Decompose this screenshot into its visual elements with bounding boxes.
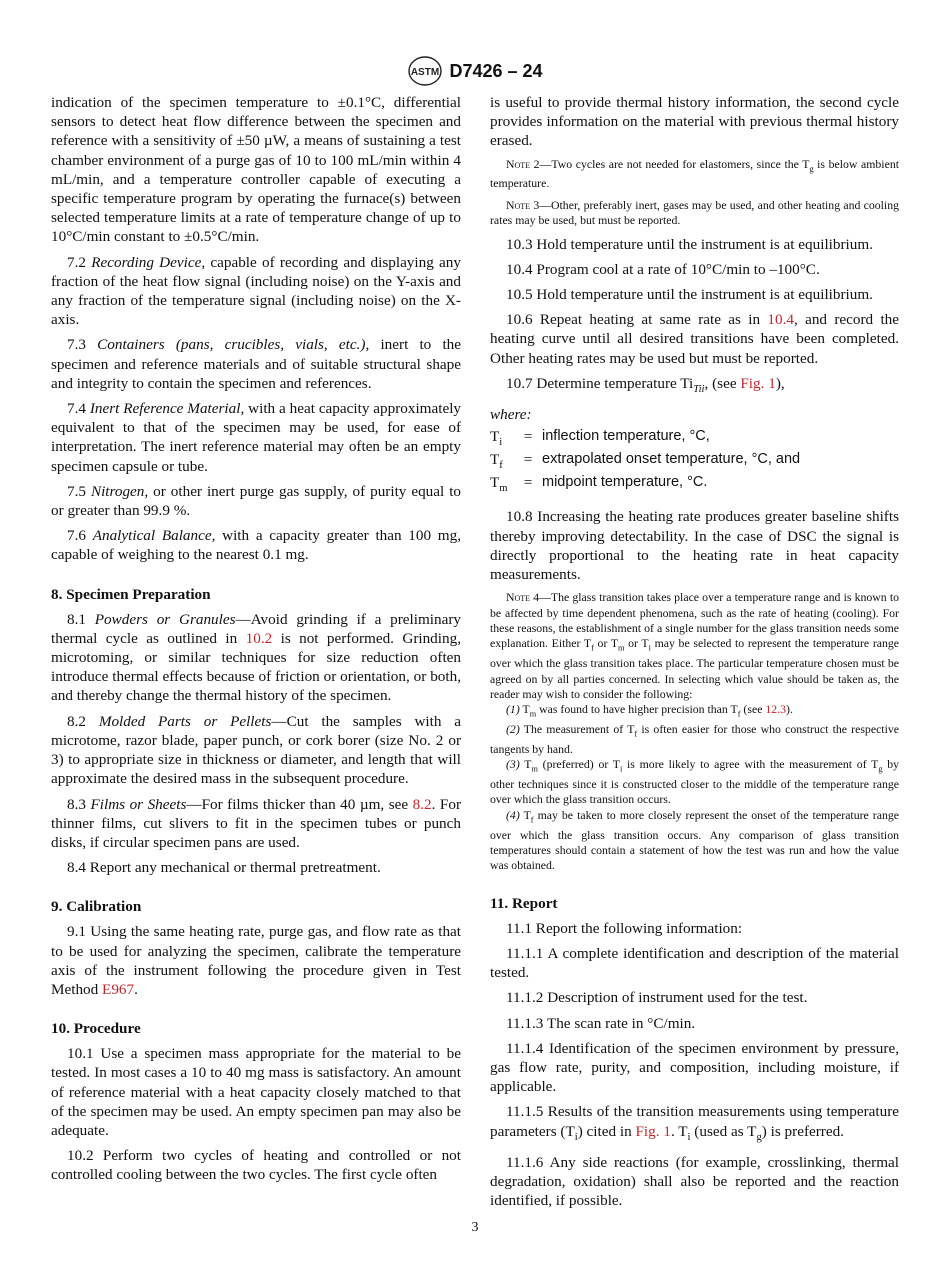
note-4-item-1: (1) $T_m$ was found to have higher precision than $T_f$ (see 12.3). <box>506 702 793 719</box>
paragraph-7-2: 7.2 Recording Device, capable of recording and displaying any fraction of the heat flow signal (including noise) on the Y-axis and any fraction of the temperature signal (including noise) on the X-axis. <box>51 253 461 329</box>
note-2: Note 2—Two cycles are not needed for elastomers, since the $T_g$ is below ambient temperature. <box>490 156 899 191</box>
paragraph-11-1-1: 11.1.1 A complete identification and description of the material tested. <box>490 945 899 982</box>
paragraph-9-1: 9.1 Using the same heating rate, purge gas, and flow rate as that to be used for analyzing the specimen, calibrate the temperature axis of the instrument following the procedure given in Test Method E967. <box>51 923 461 998</box>
link-fig-1-report[interactable]: Fig. 1 <box>635 1122 671 1140</box>
paragraph-11-1-6: 11.1.6 Any side reactions (for example, crosslinking, thermal degradation, oxidation) shall also be reported and the reaction identified, if possible. <box>490 1153 899 1210</box>
link-10-4[interactable]: 10.4 <box>767 311 794 329</box>
paragraph-7-1-continued: indication of the specimen temperature to ±0.1°C, differential sensors to detect heat flow difference between the specimen and reference with a sensitivity of ±50 µW, a means of sustaining a test chamber environment of a purge gas of 10 to 100 mL/min within 4 mL/min, and a temperature controller capable of executing a specific temperature program by operating the furnace(s) between selected temperature limits at a rate of temperature change of up to 10°C/min constant to ±0.5°C/min. <box>51 94 461 246</box>
right-column <box>490 93 899 1217</box>
astm-logo-text: ASTM <box>411 67 440 78</box>
paragraph-11-1-4: 11.1.4 Identification of the specimen environment by pressure, gas flow rate, purity, and composition, including moisture, if applicable. <box>490 1039 899 1096</box>
definition-row: $T_i$ = inflection temperature, °C, <box>490 428 710 449</box>
link-10-2[interactable]: 10.2 <box>245 629 273 647</box>
paragraph-7-4: 7.4 Inert Reference Material, with a heat capacity approximately equivalent to that of the specimen may be used, for ease of interpretation. The inert reference material may often be an empty specimen capsule or tube. <box>51 400 462 475</box>
paragraph-10-7: 10.7 Determine temperature $Ti_{Tii}$, (see Fig. 1), <box>506 374 785 395</box>
link-12-3[interactable]: 12.3 <box>765 702 787 717</box>
paragraph-10-2-continued: is useful to provide thermal history information, the second cycle provides information on the material with previous thermal history erased. <box>490 94 899 150</box>
section-heading-11: 11. Report <box>490 894 558 912</box>
paragraph-8-1: 8.1 Powders or Granules—Avoid grinding if a preliminary thermal cycle as outlined in 10.2 is not performed. Grinding, microtoming, or similar techniques for size reduction often introduce thermal effects because of friction or orientation, or both, and thereby change the thermal history of the specimen. <box>51 610 461 705</box>
note-4-item-2: (2) The measurement of $T_f$ is often easier for those who construct the respective tangents by hand. <box>490 722 899 756</box>
link-e967[interactable]: E967 <box>102 980 135 998</box>
paragraph-11-1-2: 11.1.2 Description of instrument used for the test. <box>506 989 808 1007</box>
left-column <box>51 93 461 1191</box>
section-heading-8: 8. Specimen Preparation <box>51 585 211 603</box>
note-3: Note 3—Other, preferably inert, gases may be used, and other heating and cooling rates may be used, but must be reported. <box>490 197 899 228</box>
where-label: where: <box>490 406 532 424</box>
section-heading-10: 10. Procedure <box>51 1020 141 1038</box>
link-fig-1[interactable]: Fig. 1 <box>740 374 776 392</box>
note-4-item-4: (4) $T_f$ may be taken to more closely represent the onset of the temperature range over which the glass transition occurs. Any comparison of glass transition temperatures should contain a statement of how the test was run and how the value was obtained. <box>490 807 899 873</box>
paragraph-10-3: 10.3 Hold temperature until the instrument is at equilibrium. <box>506 235 873 253</box>
paragraph-10-2: 10.2 Perform two cycles of heating and controlled or not controlled cooling between the two cycles. The first cycle often <box>51 1147 461 1184</box>
paragraph-11-1-5: 11.1.5 Results of the transition measurements using temperature parameters $(T_i)$ cited in Fig. 1. $T_i$ (used as $T_g$) is preferred. <box>490 1103 899 1143</box>
paragraph-8-4: 8.4 Report any mechanical or thermal pretreatment. <box>67 859 381 877</box>
astm-logo <box>407 56 443 86</box>
note-4: Note 4—The glass transition takes place over a temperature range and is known to be affected by time dependent phenomena, such as the rate of heating (cooling). For these reasons, the establishment of a single number for the glass transition needs some explanation. Either $T_f$ or $T_m$ or $T_i$ may be selected to represent the temperature range over which the glass transition takes place. The particular temperature chosen must be agreed on by all parties concerned. In selecting which value should be taken as, the reader may wish to consider the following: <box>490 590 900 701</box>
paragraph-10-4: 10.4 Program cool at a rate of 10°C/min to –100°C. <box>506 260 820 278</box>
paragraph-10-5: 10.5 Hold temperature until the instrument is at equilibrium. <box>506 286 873 303</box>
paragraph-11-1-3: 11.1.3 The scan rate in °C/min. <box>506 1014 696 1032</box>
paragraph-10-8: 10.8 Increasing the heating rate produces greater baseline shifts thereby improving detectability. In the case of DSC the signal is directly proportional to the heating rate in heat capacity measurements. <box>490 508 899 583</box>
definitions-table <box>490 428 800 497</box>
definition-row: $T_f$ = extrapolated onset temperature, °C, and <box>490 451 801 472</box>
page-header <box>0 56 950 86</box>
paragraph-8-3: 8.3 Films or Sheets—For films thicker than 40 µm, see 8.2. For thinner films, cut slivers to fit in the specimen tubes or punch disks, if circular specimen pans are used. <box>51 795 461 851</box>
paragraph-7-6: 7.6 Analytical Balance, with a capacity greater than 100 mg, capable of weighing to the nearest 0.1 mg. <box>51 527 461 564</box>
link-8-2[interactable]: 8.2 <box>412 795 432 813</box>
section-heading-9: 9. Calibration <box>51 898 142 916</box>
page-number: 3 <box>471 1220 479 1235</box>
definition-row: $T_m$ = midpoint temperature, °C. <box>490 474 708 495</box>
paragraph-11-1: 11.1 Report the following information: <box>506 919 743 937</box>
note-4-item-3: (3) $T_m$ (preferred) or $T_i$ is more likely to agree with the measurement of $T_g$ by other techniques since it is constructed closer to the middle of the temperature range over which the glass transition occurs. <box>490 757 899 807</box>
paragraph-7-5: 7.5 Nitrogen, or other inert purge gas supply, of purity equal to or greater than 99.9 %. <box>51 482 462 520</box>
paragraph-10-1: 10.1 Use a specimen mass appropriate for the material to be tested. In most cases a 10 to 40 mg mass is satisfactory. An amount of reference material with a heat capacity closely matched to that of the specimen may be used. An empty specimen pan may also be adequate. <box>51 1045 461 1139</box>
standard-designation: D7426 – 24 <box>449 60 543 81</box>
paragraph-7-3: 7.3 Containers (pans, crucibles, vials, etc.), inert to the specimen and reference materials and of suitable structural shape and integrity to contain the specimen and references. <box>51 336 462 392</box>
paragraph-8-2: 8.2 Molded Parts or Pellets—Cut the samples with a microtome, razor blade, paper punch, or cork borer (size No. 2 or 3) to appropriate size in thickness or diameter, and length that will approximate the desired mass in the subsequent procedure. <box>51 712 462 788</box>
paragraph-10-6: 10.6 Repeat heating at same rate as in 10.4, and record the heating curve until all desired transitions have been completed. Other heating rates may be used but must be reported. <box>490 311 900 367</box>
